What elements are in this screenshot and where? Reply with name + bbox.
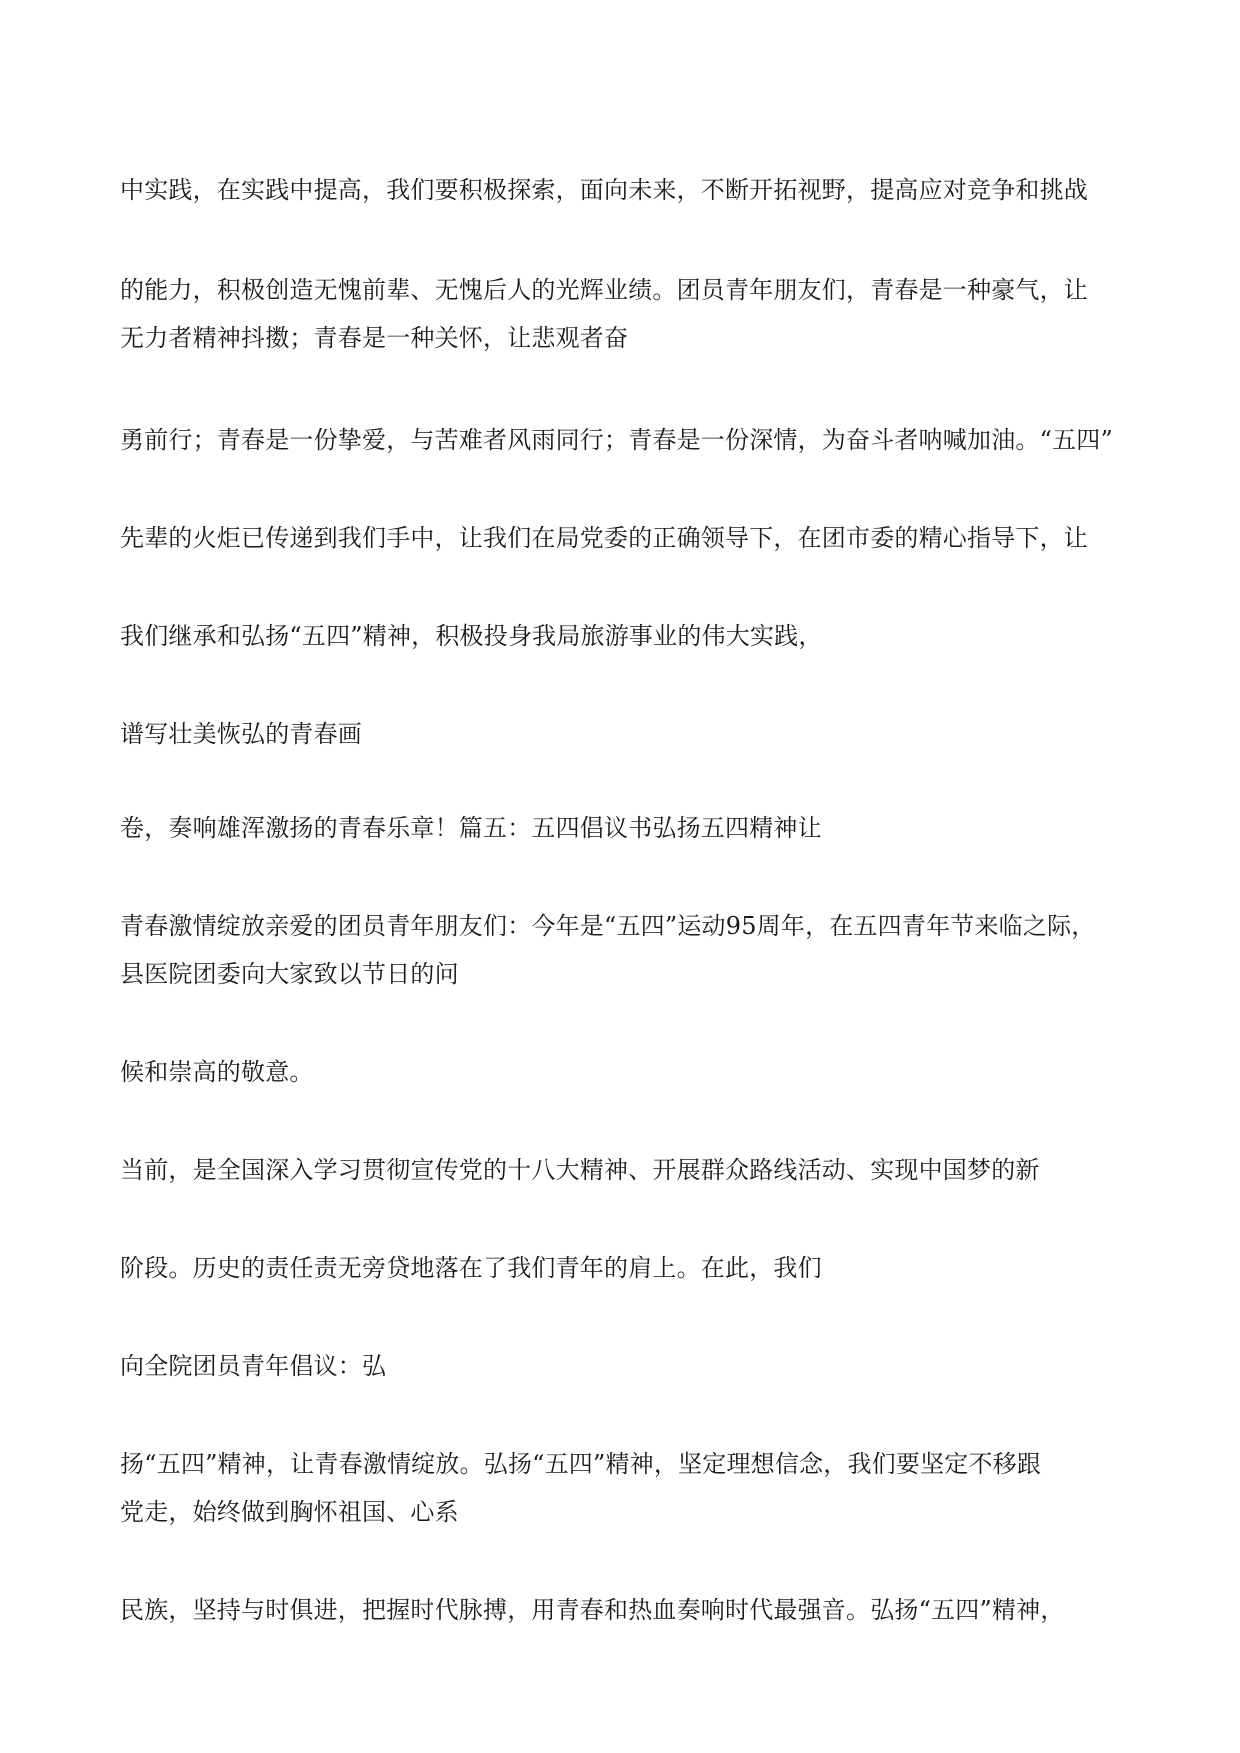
text-line: 县医院团委向大家致以节日的问 <box>120 960 459 988</box>
text-line: 向全院团员青年倡议：弘 <box>120 1352 387 1380</box>
text-line: 青春激情绽放亲爱的团员青年朋友们：今年是“五四”运动95周年，在五四青年节来临之际， <box>120 912 1096 940</box>
text-line: 民族，坚持与时俱进，把握时代脉搏，用青春和热血奏响时代最强音。弘扬“五四”精神， <box>120 1596 1065 1624</box>
text-line: 卷，奏响雄浑激扬的青春乐章！篇五：五四倡议书弘扬五四精神让 <box>120 814 822 842</box>
text-line: 我们继承和弘扬“五四”精神，积极投身我局旅游事业的伟大实践， <box>120 622 823 650</box>
text-line: 勇前行；青春是一份挚爱，与苦难者风雨同行；青春是一份深情，为奋斗者呐喊加油。“五四” <box>120 426 1113 454</box>
text-line: 候和崇高的敬意。 <box>120 1058 314 1086</box>
text-line: 先辈的火炬已传递到我们手中，让我们在局党委的正确领导下，在团市委的精心指导下，让 <box>120 524 1088 552</box>
text-line: 无力者精神抖擞；青春是一种关怀，让悲观者奋 <box>120 324 629 352</box>
text-line: 谱写壮美恢弘的青春画 <box>120 720 362 748</box>
text-line: 的能力，积极创造无愧前辈、无愧后人的光辉业绩。团员青年朋友们，青春是一种豪气，让 <box>120 276 1088 304</box>
text-line: 阶段。历史的责任责无旁贷地落在了我们青年的肩上。在此，我们 <box>120 1254 822 1282</box>
text-line: 党走，始终做到胸怀祖国、心系 <box>120 1498 459 1526</box>
text-line: 中实践，在实践中提高，我们要积极探索，面向未来，不断开拓视野，提高应对竞争和挑战 <box>120 176 1088 204</box>
text-line: 当前，是全国深入学习贯彻宣传党的十八大精神、开展群众路线活动、实现中国梦的新 <box>120 1156 1040 1184</box>
text-line: 扬“五四”精神，让青春激情绽放。弘扬“五四”精神，坚定理想信念，我们要坚定不移跟 <box>120 1450 1042 1478</box>
